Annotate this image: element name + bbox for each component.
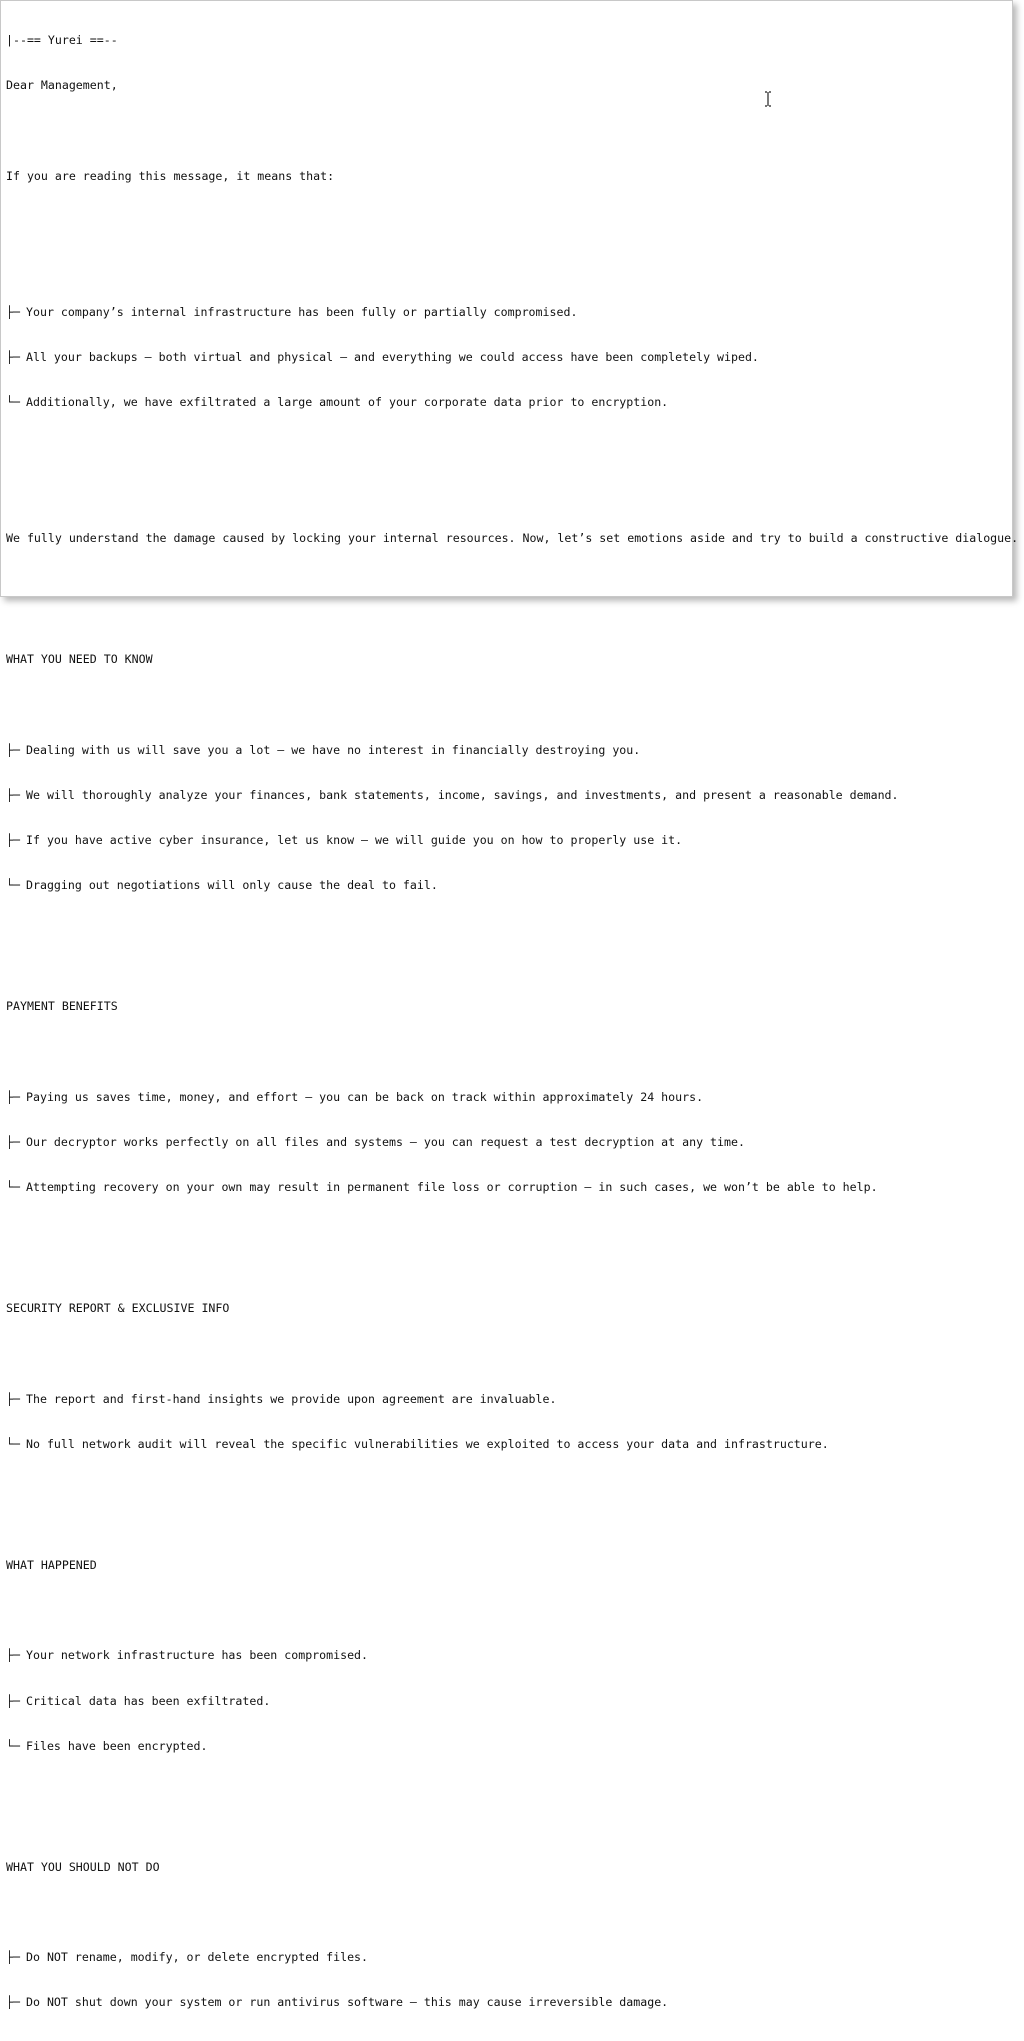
- tree-branch-glyph: ├─: [6, 1648, 20, 1663]
- tree-branch-glyph: ├─: [6, 1995, 20, 2010]
- blank-line: [6, 1482, 1012, 1497]
- tree-last-glyph: └─: [6, 1180, 20, 1195]
- list-item: [6, 1950, 1012, 1965]
- list-item: [6, 833, 1012, 848]
- list-item: [6, 1090, 1012, 1105]
- blank-line: [6, 577, 1012, 592]
- section-heading: PAYMENT BENEFITS: [6, 999, 118, 1014]
- note-header: |--== Yurei ==--: [6, 33, 118, 48]
- blank-line: [6, 1784, 1012, 1799]
- ransom-note-text[interactable]: [6, 3, 1019, 2010]
- blank-line: [6, 1603, 1012, 1618]
- tree-branch-glyph: ├─: [6, 350, 20, 365]
- blank-line: [6, 124, 1012, 139]
- note-understanding: We fully understand the damage caused by locking your internal resources. Now, let’s set emotions aside and try to build a constructive dialogue.: [6, 531, 1019, 546]
- tree-last-glyph: └─: [6, 878, 20, 893]
- list-item-text: Do NOT shut down your system or run antivirus software — this may cause irreversible damage.: [26, 1995, 669, 2010]
- list-item: [6, 878, 1012, 893]
- tree-branch-glyph: ├─: [6, 1693, 20, 1708]
- tree-branch-glyph: ├─: [6, 1950, 20, 1965]
- list-item: [6, 1648, 1012, 1663]
- list-item-text: Critical data has been exfiltrated.: [26, 1693, 271, 1708]
- list-item: [6, 305, 1012, 320]
- list-item: [6, 1694, 1012, 1709]
- list-item: [6, 1180, 1012, 1195]
- tree-branch-glyph: ├─: [6, 1089, 20, 1104]
- tree-last-glyph: └─: [6, 1436, 20, 1451]
- section-heading: WHAT YOU NEED TO KNOW: [6, 652, 153, 667]
- section-heading: WHAT YOU SHOULD NOT DO: [6, 1859, 160, 1874]
- list-item-text: Paying us saves time, money, and effort — you can be back on track within approximately 24 hours.: [26, 1089, 704, 1104]
- intro-list: [6, 275, 1012, 441]
- tree-branch-glyph: ├─: [6, 1135, 20, 1150]
- list-item-text: Files have been encrypted.: [26, 1738, 208, 1753]
- tree-branch-glyph: ├─: [6, 787, 20, 802]
- blank-line: [6, 214, 1012, 229]
- tree-branch-glyph: ├─: [6, 833, 20, 848]
- blank-line: [6, 1346, 1012, 1361]
- list-item: [6, 788, 1012, 803]
- list-item-text: Do NOT rename, modify, or delete encrypted files.: [26, 1950, 369, 1965]
- tree-branch-glyph: ├─: [6, 1391, 20, 1406]
- list-item: [6, 1392, 1012, 1407]
- section-heading: SECURITY REPORT & EXCLUSIVE INFO: [6, 1301, 230, 1316]
- blank-line: [6, 1044, 1012, 1059]
- list-item-text: Dealing with us will save you a lot — we have no interest in financially destroying you.: [26, 742, 641, 757]
- list-item: [6, 743, 1012, 758]
- blank-line: [6, 924, 1012, 939]
- list-item-text: Attempting recovery on your own may result in permanent file loss or corruption — in such cases, we won’t be able to help.: [26, 1180, 878, 1195]
- note-intro: If you are reading this message, it means that:: [6, 169, 335, 184]
- list-item: [6, 1739, 1012, 1754]
- tree-last-glyph: └─: [6, 395, 20, 410]
- list-item: [6, 395, 1012, 410]
- list-item-text: Dragging out negotiations will only cause the deal to fail.: [26, 878, 438, 893]
- list-item: [6, 1437, 1012, 1452]
- section-heading: WHAT HAPPENED: [6, 1557, 97, 1572]
- list-item: [6, 350, 1012, 365]
- note-greeting: Dear Management,: [6, 78, 118, 93]
- list-item: [6, 1135, 1012, 1150]
- list-item-text: If you have active cyber insurance, let us know — we will guide you on how to properly use it.: [26, 833, 683, 848]
- list-item-text: No full network audit will reveal the specific vulnerabilities we exploited to access your data and infrastructure.: [26, 1436, 829, 1451]
- tree-last-glyph: └─: [6, 1738, 20, 1753]
- list-item-text: Additionally, we have exfiltrated a large amount of your corporate data prior to encryption.: [26, 395, 669, 410]
- list-item-text: Our decryptor works perfectly on all files and systems — you can request a test decryption at any time.: [26, 1135, 745, 1150]
- list-item-text: All your backups — both virtual and physical — and everything we could access have been completely wiped.: [26, 350, 759, 365]
- list-item-text: Your network infrastructure has been compromised.: [26, 1648, 369, 1663]
- blank-line: [6, 697, 1012, 712]
- blank-line: [6, 1905, 1012, 1920]
- blank-line: [6, 486, 1012, 501]
- list-item: [6, 1995, 1012, 2010]
- tree-branch-glyph: ├─: [6, 742, 20, 757]
- text-cursor-ibeam-icon: [764, 91, 772, 107]
- list-item-text: Your company’s internal infrastructure has been fully or partially compromised.: [26, 304, 578, 319]
- list-item-text: We will thoroughly analyze your finances, bank statements, income, savings, and investments, and present a reasonable demand.: [26, 787, 899, 802]
- blank-line: [6, 1226, 1012, 1241]
- tree-branch-glyph: ├─: [6, 304, 20, 319]
- list-item-text: The report and first-hand insights we provide upon agreement are invaluable.: [26, 1391, 557, 1406]
